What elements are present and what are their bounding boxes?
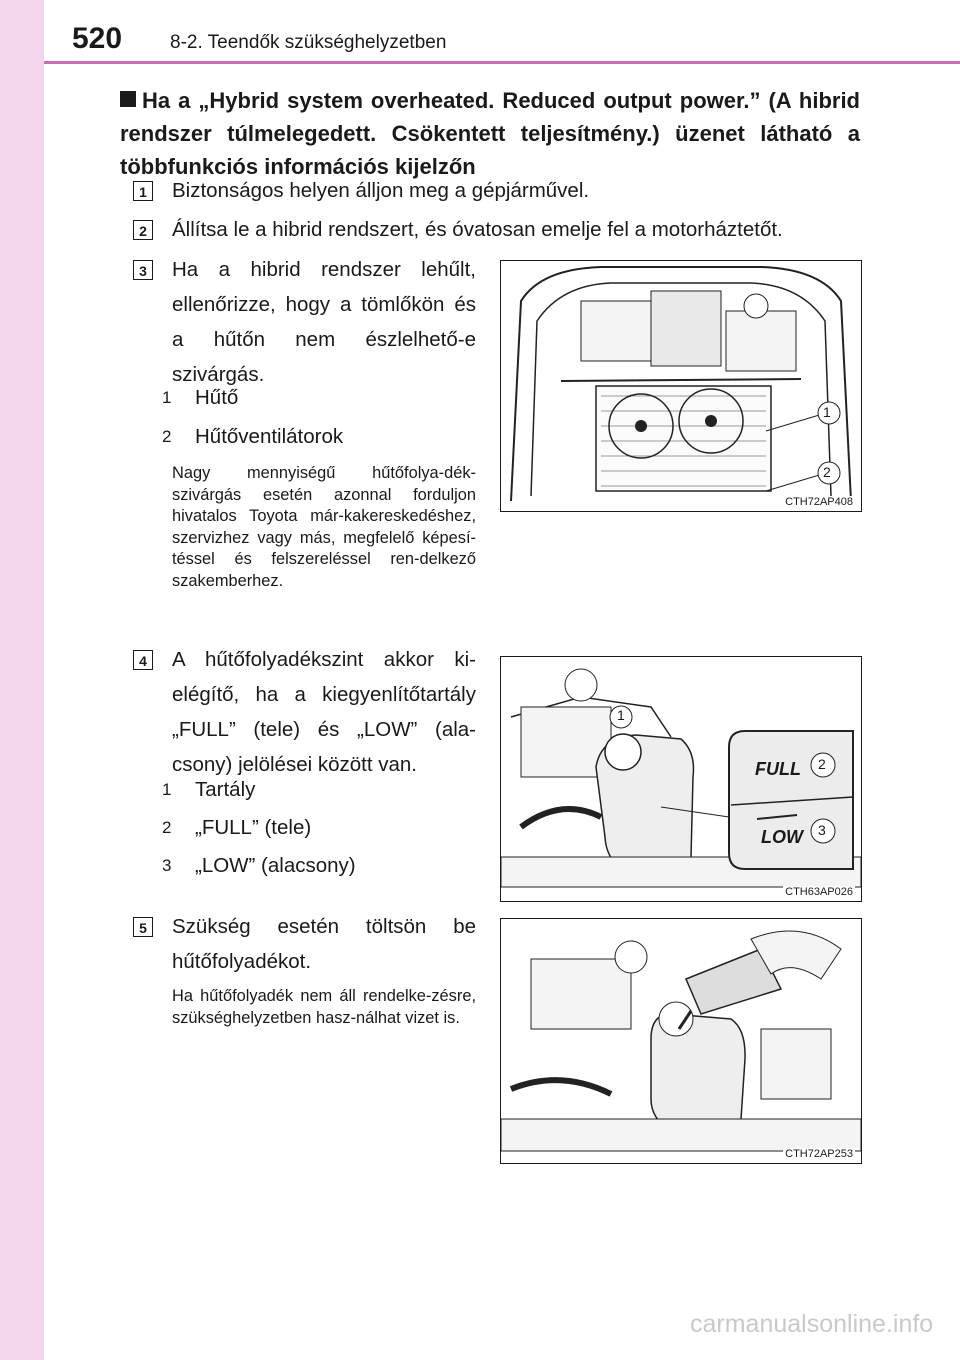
figure-callout-1: 1	[823, 404, 831, 420]
item-label: „FULL” (tele)	[195, 816, 312, 839]
step-4-text: A hűtőfolyadékszint akkor ki-elégítő, ha a kiegyenlítőtartály „FULL” (tele) és „LOW” (ala-csony) jelölései között van.	[172, 648, 476, 776]
refill-illustration	[500, 918, 862, 1164]
engine-drawing	[501, 261, 861, 511]
step-number-3: 3	[133, 260, 153, 280]
figure-code: CTH72AP253	[785, 1148, 853, 1160]
item-label: Hűtő	[195, 386, 239, 409]
section-title: 8-2. Teendők szükséghelyzetben	[170, 32, 447, 53]
figure-callout-2: 2	[823, 464, 831, 480]
step-4-item-1	[162, 776, 256, 804]
item-label: Tartály	[195, 778, 256, 801]
section-heading	[120, 84, 860, 183]
engine-bay-illustration	[500, 260, 862, 512]
step-3-note: Nagy mennyiségű hűtőfolya-dék-szivárgás esetén azonnal forduljon hivatalos Toyota már-kakereskedéshez, szervizhez vagy más, megfelelő képesí-téssel és felszereléssel ren-delkező szakemberhez.	[172, 464, 476, 590]
full-mark: FULL	[755, 759, 801, 779]
step-number-4: 4	[133, 650, 153, 670]
footer-watermark: carmanualsonline.info	[690, 1310, 934, 1338]
item-label: „LOW” (alacsony)	[195, 854, 356, 877]
side-color-bar	[0, 0, 44, 1360]
step-2-text: Állítsa le a hibrid rendszert, és óvatosan emelje fel a motorháztetőt.	[172, 218, 783, 241]
figure-code: CTH63AP026	[785, 886, 853, 898]
refill-drawing	[501, 919, 861, 1163]
step-4-item-3	[162, 852, 356, 880]
step-3-text: Ha a hibrid rendszer lehűlt, ellenőrizze, hogy a tömlőkön és a hűtőn nem észlelhető-e szivárgás.	[172, 258, 476, 386]
page-number: 520	[72, 22, 123, 55]
item-label: Hűtőventilátorok	[195, 425, 344, 448]
step-number-5: 5	[133, 917, 153, 937]
step-number-1: 1	[133, 181, 153, 201]
header-rule	[44, 61, 960, 64]
reservoir-drawing	[501, 657, 861, 901]
callout-number: 1	[162, 388, 172, 407]
step-3-item-2	[162, 423, 344, 451]
callout-number: 1	[162, 780, 172, 799]
figure-code: CTH72AP408	[785, 496, 853, 508]
step-number-2: 2	[133, 220, 153, 240]
figure-callout-3: 3	[818, 822, 826, 838]
reservoir-illustration	[500, 656, 862, 902]
step-4-item-2	[162, 814, 312, 842]
heading-text: Ha a „Hybrid system overheated. Reduced output power.” (A hibrid rendszer túlmelegedett. Csökentett teljesítmény.) üzenet látható a többfunkciós információs kijelzőn	[120, 88, 860, 179]
figure-callout-1: 1	[617, 707, 625, 723]
step-1-text: Biztonságos helyen álljon meg a gépjárművel.	[172, 179, 590, 202]
low-mark: LOW	[761, 827, 803, 847]
step-5-note: Ha hűtőfolyadék nem áll rendelke-zésre, szükséghelyzetben hasz-nálhat vizet is.	[172, 987, 476, 1027]
callout-number: 2	[162, 818, 172, 837]
figure-callout-2: 2	[818, 756, 826, 772]
step-5-text: Szükség esetén töltsön be hűtőfolyadékot.	[172, 915, 476, 973]
callout-number: 3	[162, 856, 172, 875]
bullet-square-icon	[120, 91, 136, 107]
step-3-item-1	[162, 384, 239, 412]
callout-number: 2	[162, 427, 172, 446]
